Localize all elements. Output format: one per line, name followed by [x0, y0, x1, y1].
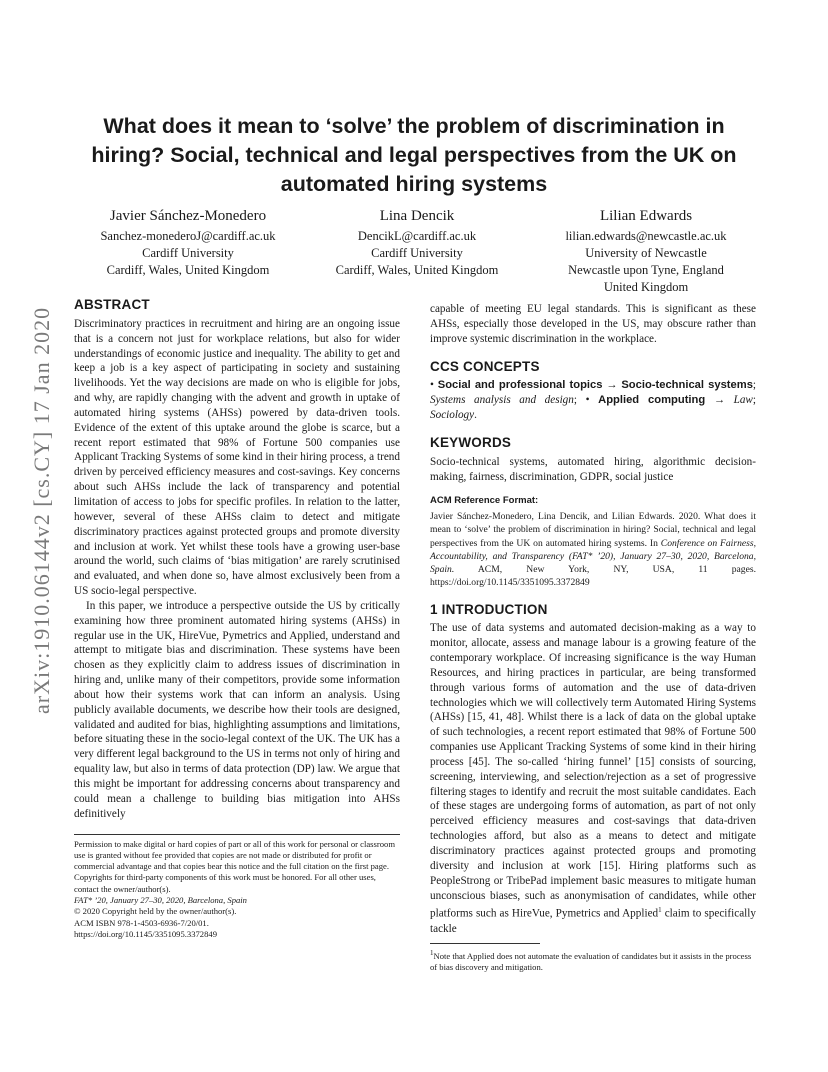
permission-notice	[74, 839, 400, 941]
permission-divider	[74, 834, 400, 835]
author-block	[74, 206, 760, 296]
footnote: $^1$Note that Applied does not automate the evaluation of candidates but it assists in the process of bias discovery and mitigation.	[430, 948, 752, 972]
abstract-paragraph-1: Discriminatory practices in recruitment and hiring are an ongoing issue that is a concern not just for workplace relations, but also for wider understandings of economic justice and inequality. The ability to get and keep a job is a key aspect of participating in society and sustaining livelihoods. Yet the way decisions are made on who is eligible for jobs, and why, are rapidly changing with the advent and growth in uptake of automated hiring systems (AHSs) powered by data-driven tools. Evidence of the extent of this uptake around the globe is scarce, but a recent report estimated that 98% of Fortune 500 companies use Applicant Tracking Systems of some kind in their hiring process, a trend driven by perceived efficiency measures and cost-savings. Key concerns about such AHSs include the lack of transparency and potential limitation of access to jobs for specific profiles. In relation to the latter, however, several of these AHSs claim to detect and mitigate discriminatory practices against protected groups and promote diversity and inclusion at work. Yet whilst these tools have a growing user-base around the world, such claims of ‘bias mitigation’ are rarely scrutinised and evaluated, and when done so, have almost exclusively been from a US socio-legal perspective.	[74, 317, 400, 598]
keywords-text: Socio-technical systems, automated hiring, algorithmic decision-making, fairness, discrimination, GDPR, social justice	[430, 455, 756, 483]
acm-reference-heading: ACM Reference Format:	[430, 495, 539, 507]
author-name: Javier Sánchez-Monedero	[109, 208, 267, 224]
paper-title: What does it mean to ‘solve’ the problem of discrimination in hiring? Social, technical and legal perspectives from the UK on automated hiring systems	[91, 114, 737, 196]
footnote-marker[interactable]: 1	[658, 906, 662, 915]
permission-venue: FAT* ’20, January 27–30, 2020, Barcelona, Spain	[74, 895, 247, 906]
author-location-country: United Kingdom	[603, 280, 689, 294]
permission-isbn: ACM ISBN 978-1-4503-6936-7/20/01.	[74, 917, 209, 928]
ccs-concepts: • Social and professional topics → Socio-technical systems; Systems analysis and design; • Applied computing → Law; Sociology.	[430, 379, 757, 422]
acm-reference-text: Javier Sánchez-Monedero, Lina Dencik, and Lilian Edwards. 2020. What does it mean to ‘solve’ the problem of discrimination in hiring? Social, technical and legal perspectives from the UK on automated hiring systems. In Conference on Fairness, Accountability, and Transparency (FAT* ’20), January 27–30, 2020, Barcelona, Spain. ACM, New York, NY, USA, 11 pages. https://doi.org/10.1145/3351095.3372849	[430, 511, 756, 589]
author-name: Lilian Edwards	[599, 208, 693, 224]
keywords-heading: KEYWORDS	[430, 434, 512, 450]
author-location: Cardiff, Wales, United Kingdom	[335, 263, 499, 277]
author-affiliation: Cardiff University	[142, 246, 234, 260]
author-location: Cardiff, Wales, United Kingdom	[106, 263, 270, 277]
author-email[interactable]: DencikL@cardiff.ac.uk	[357, 229, 477, 243]
abstract-paragraph-2: In this paper, we introduce a perspective outside the US by critically examining how three prominent automated hiring systems (AHSs) in regular use in the UK, HireVue, Pymetrics and Applied, understand and attempt to mitigate bias and discrimination. These systems have been chosen as they explicitly claim to address issues of discrimination in hiring and, unlike many of their competitors, provide some information about how their systems work that can inform an analysis. Using publicly available documents, we describe how their tools are designed, validated and audited for bias, highlighting assumptions and limitations, before situating these in the socio-legal context of the UK. The UK has a very different legal background to the US in terms not only of hiring and equality law, but also in terms of data protection (DP) law. We argue that this might be important for addressing concerns about transparency and could mean a challenge to building bias mitigation into AHSs definitively	[74, 599, 400, 820]
author-email[interactable]: lilian.edwards@newcastle.ac.uk	[565, 229, 727, 243]
left-column	[74, 298, 400, 940]
author-3	[532, 206, 760, 296]
permission-copyright: © 2020 Copyright held by the owner/author(s).	[74, 906, 237, 917]
arxiv-identifier: arXiv:1910.06144v2 [cs.CY] 17 Jan 2020	[29, 306, 54, 714]
author-name: Lina Dencik	[379, 208, 455, 224]
ccs-heading: CCS CONCEPTS	[430, 358, 540, 374]
author-2	[303, 206, 531, 296]
author-1	[74, 206, 302, 296]
introduction-heading: 1 INTRODUCTION	[430, 601, 548, 617]
author-affiliation: University of Newcastle	[585, 246, 707, 260]
author-location: Newcastle upon Tyne, England	[568, 263, 724, 277]
introduction-paragraph: The use of data systems and automated decision-making as a way to monitor, allocate, assess and manage labour is a growing feature of the contemporary workplace. Of increasing significance is the way Human Resources, and hiring practices in particular, are being transformed through various forms of automation and the use of data-driven technologies which we will collectively term Automated Hiring Systems (AHSs) [15, 41, 48]. Whilst there is a lack of data on the global uptake of such technologies, a recent report estimated that 98% of Fortune 500 companies use Applicant Tracking Systems of some kind in their hiring process [45]. The so-called ‘hiring funnel’ [15] consists of sourcing, screening, interviewing, and selection/rejection as a set of progressive filtering stages to identify and recruit the most suitable candidates. Each of these stages are undergoing forms of automation, as part of not only perceived efficiency measures and cost-savings that data-driven technologies afford, but also as a means to detect and mitigate discriminatory practices against protected groups and promoting diversity and inclusion at work [15]. Hiring platforms such as PeopleStrong or TribePad implement basic measures to mitigate human unconscious biases, such as anonymisation of candidates, while other platforms such as HireVue, Pymetrics and Applied$^1$ claim to specifically tackle	[430, 622, 756, 935]
permission-doi-link[interactable]: https://doi.org/10.1145/3351095.3372849	[74, 928, 217, 939]
abstract-paragraph-continued: capable of meeting EU legal standards. This is significant as these AHSs, especially those developed in the US, may obscure rather than improve systemic discrimination in the workplace.	[430, 303, 756, 345]
permission-text: Permission to make digital or hard copies of part or all of this work for personal or classroom use is granted without fee provided that copies are not made or distributed for profit or commercial advantage and that copies bear this notice and the full citation on the first page. Copyrights for third-party components of this work must be honored. For all other uses, contact the owner/author(s).	[74, 838, 395, 894]
author-email[interactable]: Sanchez-monederoJ@cardiff.ac.uk	[100, 229, 276, 243]
right-column	[430, 302, 756, 973]
author-affiliation: Cardiff University	[371, 246, 463, 260]
abstract-heading: ABSTRACT	[74, 297, 150, 312]
footnote-divider	[430, 943, 540, 944]
